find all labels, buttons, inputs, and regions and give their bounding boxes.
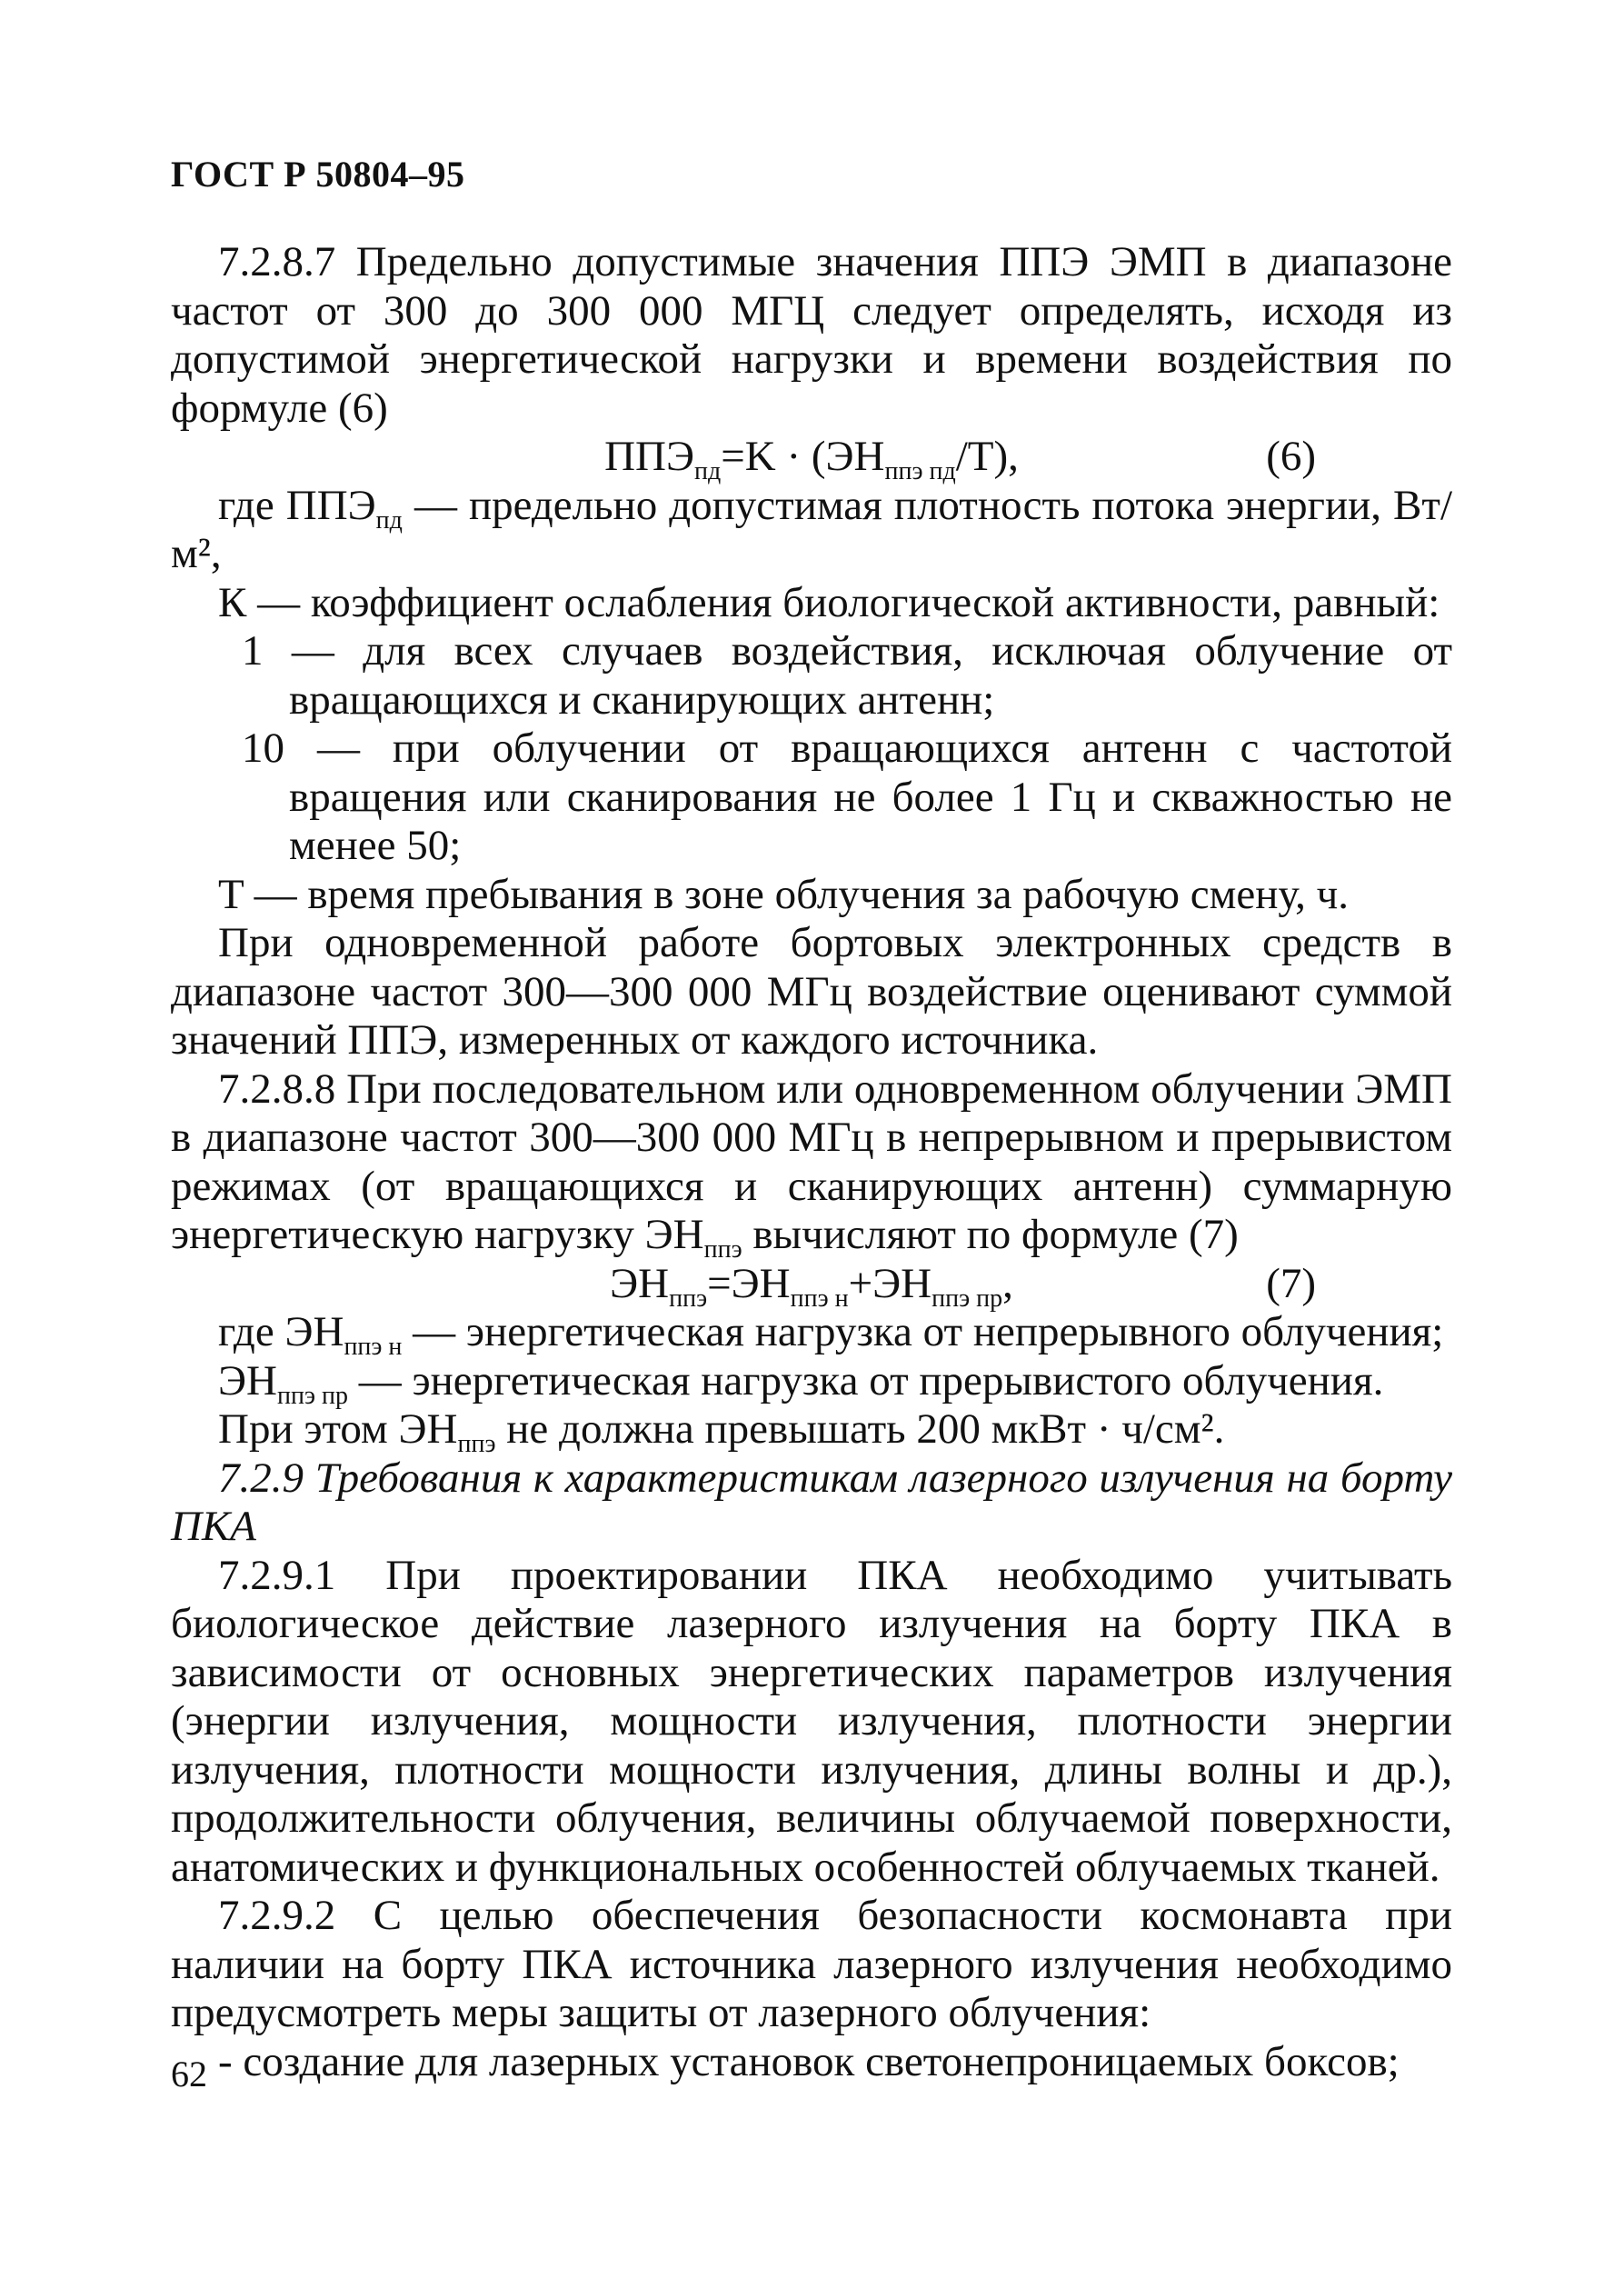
k-definition: К — коэффициент ослабления биологической активности, равный:: [218, 578, 1440, 626]
paragraph-7-2-9-2: 7.2.9.2 С целью обеспечения безопасности космонавта при наличии на борту ПКА источника лазерного излучения необходимо предусмотреть меры защиты от лазерного облучения:: [171, 1892, 1452, 2036]
list-item-light-proof-boxes: - создание для лазерных установок светонепроницаемых боксов;: [218, 2037, 1400, 2085]
k-value-1: 1 — для всех случаев воздействия, исключая облучение от вращающихся и сканирующих антенн;: [242, 627, 1452, 724]
formula-7: $ЭН_{ппэ}=ЭН_{ппэ н}+ЭН_{ппэ пр}$, (7): [610, 1259, 1316, 1313]
section-heading-7-2-9: 7.2.9 Требования к характеристикам лазерного излучения на борту ПКА: [171, 1454, 1452, 1550]
document-header: ГОСТ Р 50804–95: [171, 154, 465, 195]
t-definition: T — время пребывания в зоне облучения за рабочую смену, ч.: [218, 870, 1350, 918]
formula-7-number: (7): [1266, 1259, 1316, 1307]
paragraph-limit: При этом $ЭН_{ппэ}$ не должна превышать 200 мкВт · ч/см².: [218, 1405, 1225, 1458]
where-en-intermittent: $ЭН_{ппэ пр}$ — энергетическая нагрузка от прерывистого облучения.: [218, 1356, 1384, 1410]
k-value-10: 10 — при облучении от вращающихся антенн с частотой вращения или сканирования не более 1 Гц и скважностью не менее 50;: [242, 725, 1452, 869]
formula-6-number: (6): [1266, 433, 1316, 480]
paragraph-simultaneous: При одновременной работе бортовых электронных средств в диапазоне частот 300—300 000 МГц воздействие оценивают суммой значений ППЭ, измеренных от каждого источника.: [171, 919, 1452, 1064]
formula-6: $ППЭ_{пд}=K \cdot (ЭН_{ппэ пд}/T)$, (6): [604, 433, 1316, 485]
document-body: [171, 238, 1452, 2086]
paragraph-7-2-8-7: 7.2.8.7 Предельно допустимые значения ППЭ ЭМП в диапазоне частот от 300 до 300 000 МГЦ следует определять, исходя из допустимой энергетической нагрузки и времени воздействия по формуле (6): [171, 238, 1452, 432]
page-number: 62: [171, 2054, 207, 2094]
paragraph-7-2-8-8: 7.2.8.8 При последовательном или одновременном облучении ЭМП в диапазоне частот 300—300 000 МГц в непрерывном и прерывистом режимах (от вращающихся и сканирующих антенн) суммарную энергетическую нагрузку $ЭН_{ппэ}$ вычисляют по формуле (7): [171, 1065, 1452, 1264]
where-ppe-definition: где $ППЭ_{пд}$ — предельно допустимая плотность потока энергии, Вт/м²,: [171, 481, 1453, 577]
where-en-continuous: где $ЭН_{ппэ н}$ — энергетическая нагрузка от непрерывного облучения;: [218, 1308, 1444, 1361]
paragraph-7-2-9-1: 7.2.9.1 При проектировании ПКА необходимо учитывать биологическое действие лазерного излучения на борту ПКА в зависимости от основных энергетических параметров излучения (энергии излучения, мощности излучения, плотности энергии излучения, плотности мощности излучения, длины волны и др.), продолжительности облучения, величины облучаемой поверхности, анатомических и функциональных особенностей облучаемых тканей.: [171, 1551, 1452, 1891]
